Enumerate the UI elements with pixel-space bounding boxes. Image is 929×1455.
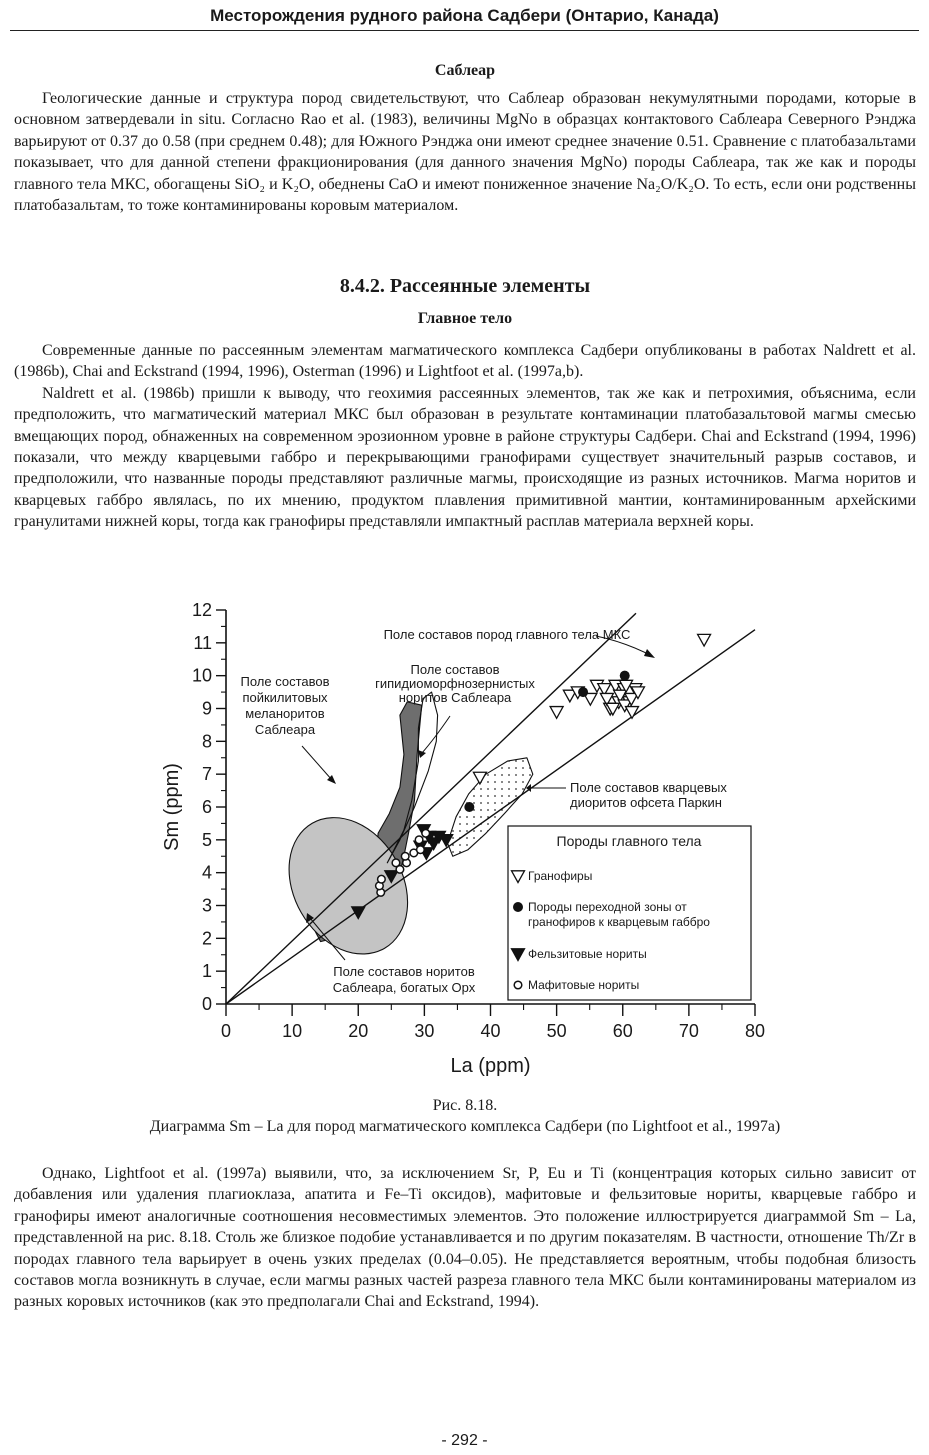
point-series-3 [396,866,404,874]
y-tick-label: 9 [201,698,212,719]
y-tick-label: 2 [201,928,212,949]
point-series-1 [464,802,474,812]
figure-caption: Диаграмма Sm – La для пород магматического комплекса Садбери (по Lightfoot et al., 1997a) [149,1118,781,1135]
sublear-paragraph: Геологические данные и структура пород свидетельствуют, что Саблеар образован некумулятными породами, которые в основном затвердевали in situ. Согласно Rao et al. (1983), величины MgNo в образцах контактового Саблеара Северного Рэнджа варьируют от 0.37 до 0.58 (при среднем 0.48); для Южного Рэнджа они имеют среднее значение 0.51. Сравнение с платобазальтами показывает, что для данной степени фракционирования (для данного значения MgNo) породы Саблеара, так же как и породы главного тела МКС, обогащены SiO₂ и K₂O, обеднены CaO и имеют пониженное значение Na₂O/K₂O. То есть, если они родственны платобазальтам, то тоже контаминированы коровым материалом. [14,90,916,215]
y-tick-label: 11 [193,632,212,653]
y-tick-label: 1 [201,961,212,982]
legend-label-0: Гранофиры [528,869,593,883]
label-mks-field: Поле составов пород главного тела МКС [383,627,631,642]
y-tick-label: 7 [201,764,212,785]
point-series-3 [417,846,425,854]
arrow-head-hypid [418,750,426,758]
y-tick-label: 0 [201,994,212,1014]
sublear-heading: Саблеар [434,62,496,79]
arrow-head-mks [644,649,655,658]
x-tick-label: 0 [220,1021,232,1041]
paragraph-2: Naldrett et al. (1986b) пришли к выводу, что геохимия рассеянных элементов, так же как и петрохимия, объяснима, если предположить, что магматический материал МКС был образован в результате контаминации платобазальтовой магмы смесью вмещающих пород, обнаженных на современном эрозионном уровне в районе структуры Садбери. Chai and Eckstrand (1994, 1996) показали, что между кварцевыми габбро и перекрывающими гранофирами существует значительный разрыв составов, и предположили, что названные породы представляют различные магмы, происходящие из разных источников. Магма норитов и кварцевых габбро являлась, по их мнению, продуктом плавления примитивной мантии, контаминированным архейскими гранулитами нижней коры, тогда как гранофиры представляли импактный расплав материала верхней коры. [14,384,916,531]
header-rule [10,30,919,31]
arrow-poikil [302,746,332,780]
paragraph-1: Современные данные по рассеянным элементам магматического комплекса Садбери опубликованы в работах Naldrett et al. (1986b), Chai and Eckstrand (1994, 1996), Osterman (1996) и Lightfoot et al. (1997a,b). [14,342,916,381]
y-tick-label: 6 [201,797,212,817]
legend-label-2: Фельзитовые нориты [528,947,647,961]
sublear-text [14,88,916,216]
legend-label-3: Мафитовые нориты [528,978,640,992]
page-number: - 292 - [441,1432,488,1449]
label-opx-field: Поле составов норитов [333,964,475,979]
point-series-3 [378,875,386,883]
label-poikil-field: меланоритов [245,706,325,721]
legend-label-1-line: Породы переходной зоны от [528,900,687,914]
point-series-3 [401,852,409,860]
y-tick-label: 5 [201,829,212,850]
intro-text [14,340,916,533]
legend [508,826,751,1000]
label-poikil-field: пойкилитовых [242,690,328,705]
point-series-3 [415,836,423,844]
label-hypid-field: норитов Саблеара [398,690,512,705]
y-tick-label: 8 [201,731,212,752]
figure-number: Рис. 8.18. [432,1097,498,1114]
y-tick-label: 4 [201,862,212,883]
x-axis-label: La (ppm) [450,1055,531,1077]
point-series-0 [550,707,563,719]
point-series-1 [578,687,588,697]
label-parkin-field: Поле составов кварцевых [570,780,727,795]
arrow-hypid [422,716,450,753]
x-tick-label: 40 [480,1021,501,1041]
section-heading: 8.4.2. Рассеянные элементы [339,275,591,297]
label-opx-field: Саблеара, богатых Орх [332,980,476,995]
point-series-0 [626,707,639,719]
point-series-1 [620,671,630,681]
paragraph-3: Однако, Lightfoot et al. (1997a) выявили, что, за исключением Sr, P, Eu и Ti (концентрация которых сильно зависит от добавления или удаления плагиоклаза, апатита и Fe–Ti оксидов), мафитовые и фельзитовые нориты, кварцевые габбро и гранофиры имеют аналогичные соотношения несовместимых элементов. Это положение иллюстрируется диаграммой Sm – La, представленной на рис. 8.18. Столь же близкое подобие устанавливается и по другим показателям. В частности, отношение Th/Zr в породах главного тела варьирует в очень узких пределах (0.04–0.05). Не представляется вероятным, чтобы подобная близость составов могла возникнуть в случае, если магмы разных частей разреза главного тела МКС были контаминированы материалом из разных коровых источников (как это предполагали Chai and Eckstrand, 1994). [14,1165,916,1311]
y-tick-label: 10 [191,665,212,686]
label-hypid-field: Поле составов [410,662,500,677]
x-tick-label: 10 [282,1021,303,1041]
label-poikil-field: Поле составов [240,674,330,689]
y-axis-label: Sm (ppm) [161,763,183,851]
x-tick-label: 20 [348,1021,369,1041]
y-tick-label: 12 [191,600,212,620]
running-header: Месторождения рудного района Садбери (Онтарио, Канада) [210,6,719,25]
x-tick-label: 30 [414,1021,435,1041]
x-tick-label: 70 [678,1021,699,1041]
legend-marker-1 [513,902,523,912]
legend-label-1 [528,900,710,929]
x-tick-label: 80 [744,1021,766,1041]
sm-la-diagram [150,598,780,1088]
y-tick-label: 3 [201,895,212,916]
x-tick-label: 60 [612,1021,633,1041]
legend-label-1-line: гранофиров к кварцевым габбро [528,915,710,929]
label-hypid-field: гипидиоморфнозернистых [375,676,535,691]
point-series-0 [698,634,711,646]
legend-marker-3 [514,981,522,989]
legend-title: Породы главного тела [556,833,702,849]
point-series-3 [422,829,430,837]
x-tick-label: 50 [546,1021,567,1041]
label-parkin-field: диоритов офсета Паркин [570,795,722,810]
main-body-heading: Главное тело [417,310,513,327]
label-poikil-field: Саблеара [254,722,316,737]
closing-text [14,1163,916,1313]
